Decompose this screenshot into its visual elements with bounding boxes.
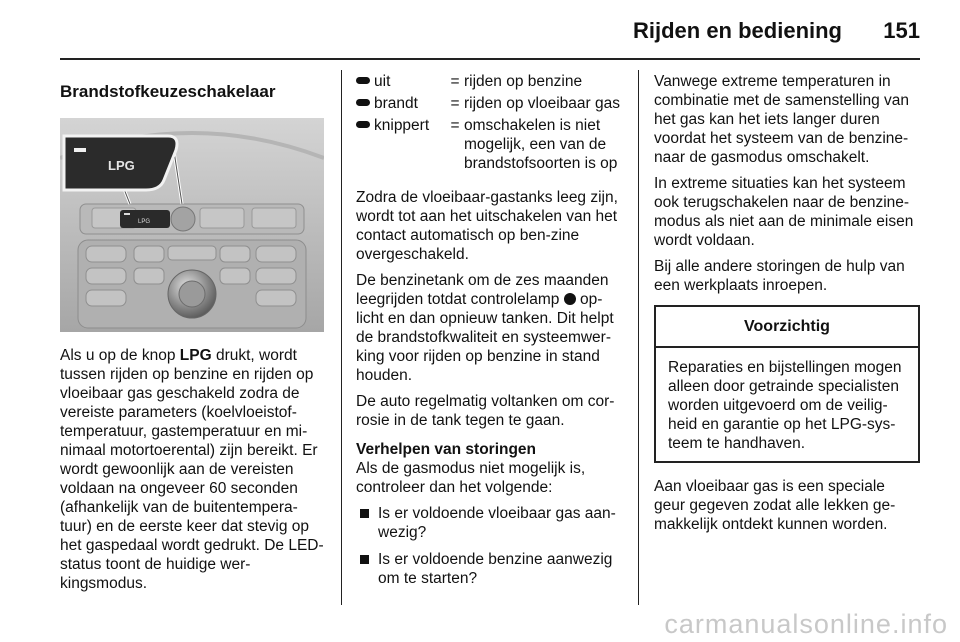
paragraph: Zodra de vloeibaar-gastanks leeg zijn, wordt tot aan het uitschakelen van het contact automatisch op ben-zine overgeschakeld. <box>356 189 618 263</box>
lpg-switch-photo <box>60 118 324 332</box>
column-2 <box>356 72 622 596</box>
column-3 <box>654 72 920 541</box>
column-1 <box>60 72 326 600</box>
bullet-icon <box>360 555 369 564</box>
console-button <box>200 208 244 228</box>
caution-text: Reparaties en bijstellingen mogen alleen door getrainde specialisten worden uitgevoerd om de veilig-heid en garantie op het LPG-sys-teem te handhaven. <box>668 359 902 452</box>
troubleshoot-heading: Verhelpen van storingen <box>356 441 537 458</box>
led-row: uit = rijden op benzine <box>356 72 622 94</box>
caution-title: Voorzichtig <box>656 307 918 348</box>
watermark: carmanualsonline.info <box>664 609 948 639</box>
header-rule <box>60 58 920 60</box>
intro-paragraph: Als u op de knop LPG drukt, wordt tussen rijden op benzine en rijden op vloeibaar gas geschakeld zodra de vereiste parameters (koelvloeistof-temperatuur, gastemperatuur en mi-nimaal motortoerental) zijn bereikt. Er wordt gewoonlijk aan de vereisten voldaan na ongeveer 60 seconden (afhankelijk van de buitentempera-tuur) en de eerste keer dat stevig op het gaspedaal wordt gedrukt. De LED-status toont de huidige wer-kingsmodus. <box>60 347 324 592</box>
led-icon <box>356 99 370 106</box>
column-divider <box>341 70 342 605</box>
paragraph: Aan vloeibaar gas is een speciale geur gegeven zodat alle lekken ge-makkelijk ontdekt kunnen worden. <box>654 478 896 533</box>
list-item: Is er voldoende vloeibaar gas aan-wezig? <box>356 504 622 542</box>
page-header <box>0 0 960 60</box>
header-title: Rijden en bediening <box>632 18 842 43</box>
led-indicator <box>74 148 86 152</box>
paragraph: Vanwege extreme temperaturen in combinatie met de samenstelling van het gas kan het iets langer duren voordat het systeem van de benzine-naar de gasmodus omschakelt. <box>654 73 910 166</box>
led-row: knippert = omschakelen is niet mogelijk, een van de brandstofsoorten is op <box>356 116 622 176</box>
led-icon <box>356 77 370 84</box>
list-item: Is er voldoende benzine aanwezig om te starten? <box>356 550 622 588</box>
svg-text:LPG: LPG <box>138 219 151 225</box>
paragraph: Bij alle andere storingen de hulp van een werkplaats inroepen. <box>654 258 905 294</box>
paragraph: Als de gasmodus niet mogelijk is, controleer dan het volgende: <box>356 460 586 496</box>
led-icon <box>356 121 370 128</box>
caution-box <box>654 305 920 463</box>
page-number: 151 <box>883 18 920 43</box>
check-list <box>356 504 622 588</box>
paragraph: In extreme situaties kan het systeem ook terugschakelen naar de benzine-modus als niet aan de minimale eisen wordt voldaan. <box>654 175 914 249</box>
section-title: Brandstofkeuzeschakelaar <box>60 82 276 101</box>
paragraph: De benzinetank om de zes maanden leegrijden totdat controlelamp op-licht en dan opnieuw tanken. Dit helpt de brandstofkwaliteit en systeemwer-king voor rijden op benzine in stand houden. <box>356 272 614 384</box>
led-row: brandt = rijden op vloeibaar gas <box>356 94 622 116</box>
console-button <box>252 208 296 228</box>
lpg-button-label: LPG <box>108 158 135 173</box>
paragraph: De auto regelmatig voltanken om cor-rosie in de tank tegen te gaan. <box>356 393 615 429</box>
led-status-table <box>356 72 622 176</box>
control-lamp-icon <box>564 293 576 305</box>
column-divider <box>638 70 639 605</box>
bullet-icon <box>360 509 369 518</box>
